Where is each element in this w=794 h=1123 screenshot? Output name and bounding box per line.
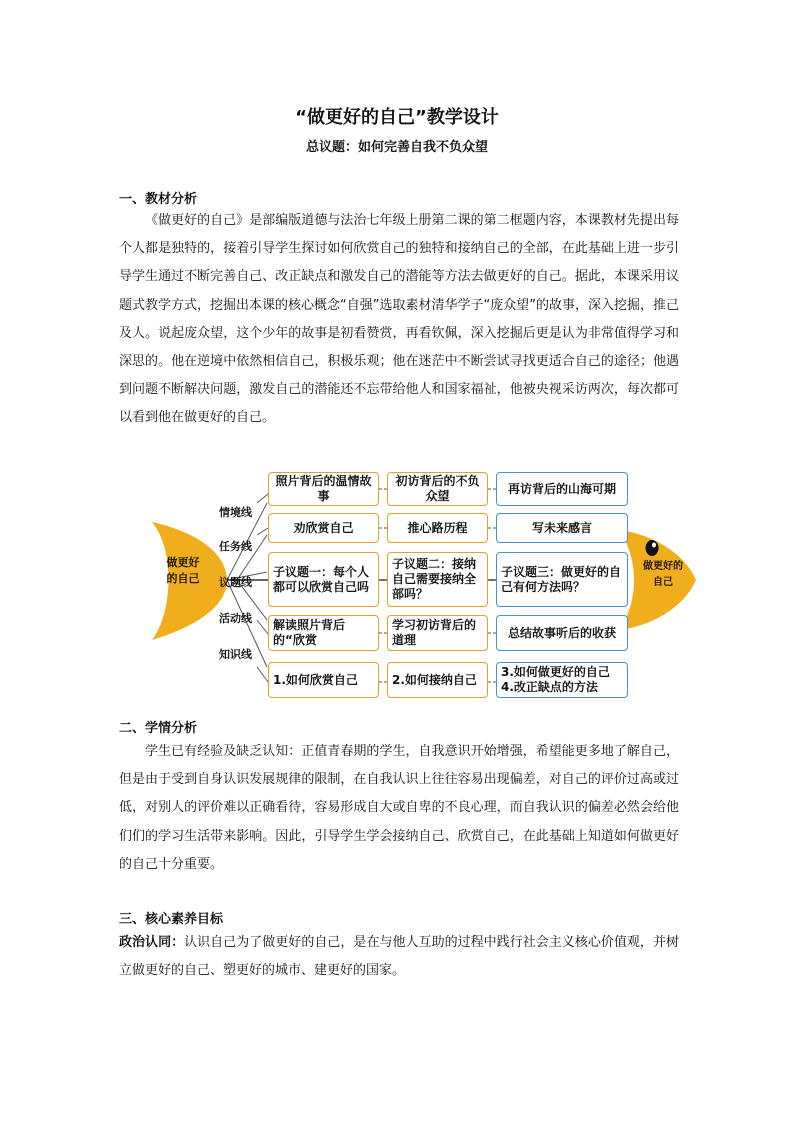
row-label-knowledge: 知识线 xyxy=(219,648,252,661)
activity-box-3: 总结故事听后的收获 xyxy=(496,615,628,651)
situation-box-2: 初访背后的不负众望 xyxy=(387,472,488,506)
task-box-2: 推心路历程 xyxy=(387,513,488,543)
topic-box-2: 子议题二：接纳自己需要接纳全部吗？ xyxy=(387,552,488,607)
knowledge-box-3: 3.如何做更好的自己 4.改正缺点的方法 xyxy=(496,662,628,698)
fish-tail-label: 做更好的自己 xyxy=(166,556,200,585)
topic-box-1: 子议题一：每个人都可以欣赏自己吗 xyxy=(268,552,379,607)
topic-box-3: 子议题三：做更好的自己有何方法吗？ xyxy=(496,552,628,607)
situation-box-1: 照片背后的温情故事 xyxy=(268,472,379,506)
political-identity-paragraph xyxy=(119,929,679,985)
task-box-1: 劝欣赏自己 xyxy=(268,513,379,543)
knowledge-box-1: 1.如何欣赏自己 xyxy=(268,662,379,698)
activity-box-2: 学习初访背后的道理 xyxy=(387,615,488,651)
political-identity-text: 认识自己为了做更好的自己，是在与他人互助的过程中践行社会主义核心价值观，并树立做更好的自己、塑更好的城市、建更好的国家。 xyxy=(119,935,679,979)
row-label-task: 任务线 xyxy=(219,540,252,553)
section-heading-goals: 三、核心素养目标 xyxy=(119,912,224,927)
fish-head-label: 做更好的自己 xyxy=(643,561,683,588)
knowledge-box-2: 2.如何接纳自己 xyxy=(387,662,488,698)
document-title: “做更好的自己”教学设计 xyxy=(295,107,499,128)
row-label-situation: 情境线 xyxy=(219,506,252,519)
activity-box-1: 解读照片背后的“欣赏 xyxy=(268,615,379,651)
fish-eye xyxy=(646,540,659,556)
document-subtitle: 总议题：如何完善自我不负众望 xyxy=(305,140,488,155)
section-heading-students: 二、学情分析 xyxy=(119,721,198,736)
row-label-topic: 议题线 xyxy=(219,576,252,589)
section-heading-textbook: 一、教材分析 xyxy=(119,192,198,207)
task-box-3: 写未来感言 xyxy=(496,513,628,543)
row-label-activity: 活动线 xyxy=(219,612,252,625)
fishbone-diagram xyxy=(147,462,700,705)
student-analysis-paragraph: 学生已有经验及缺乏认知：正值青春期的学生，自我意识开始增强，希望能更多地了解自己，但是由于受到自身认识发展规律的限制，在自我认识上往往容易出现偏差，对自己的评价过高或过低，对别人的评价难以正确看待，容易形成自大或自卑的不良心理，而自我认识的偏差必然会给他们们的学习生活带来影响。因此，引导学生学会接纳自己、欣赏自己，在此基础上知道如何做更好的自己十分重要。 xyxy=(119,744,679,872)
situation-box-3: 再访背后的山海可期 xyxy=(496,472,628,506)
political-identity-label: 政治认同： xyxy=(119,935,185,950)
textbook-analysis-paragraph: 《做更好的自己》是部编版道德与法治七年级上册第二课的第二框题内容，本课教材先提出每个人都是独特的，接着引导学生探讨如何欣赏自己的独特和接纳自己的全部，在此基础上进一步引导学生通过不断完善自己、改正缺点和激发自己的潜能等方法去做更好的自己。据此，本课采用议题式教学方式，挖掘出本课的核心概念“自强”选取素材清华学子“庞众望”的故事，深入挖掘，推己及人。说起庞众望，这个少年的故事是初看赞赏，再看钦佩，深入挖掘后更是认为非常值得学习和深思的。他在逆境中依然相信自己，积极乐观；他在迷茫中不断尝试寻找更适合自己的途径；他遇到问题不断解决问题，激发自己的潜能还不忘带给他人和国家福祉，他被央视采访两次，每次都可以看到他在做更好的自己。 xyxy=(119,213,679,426)
